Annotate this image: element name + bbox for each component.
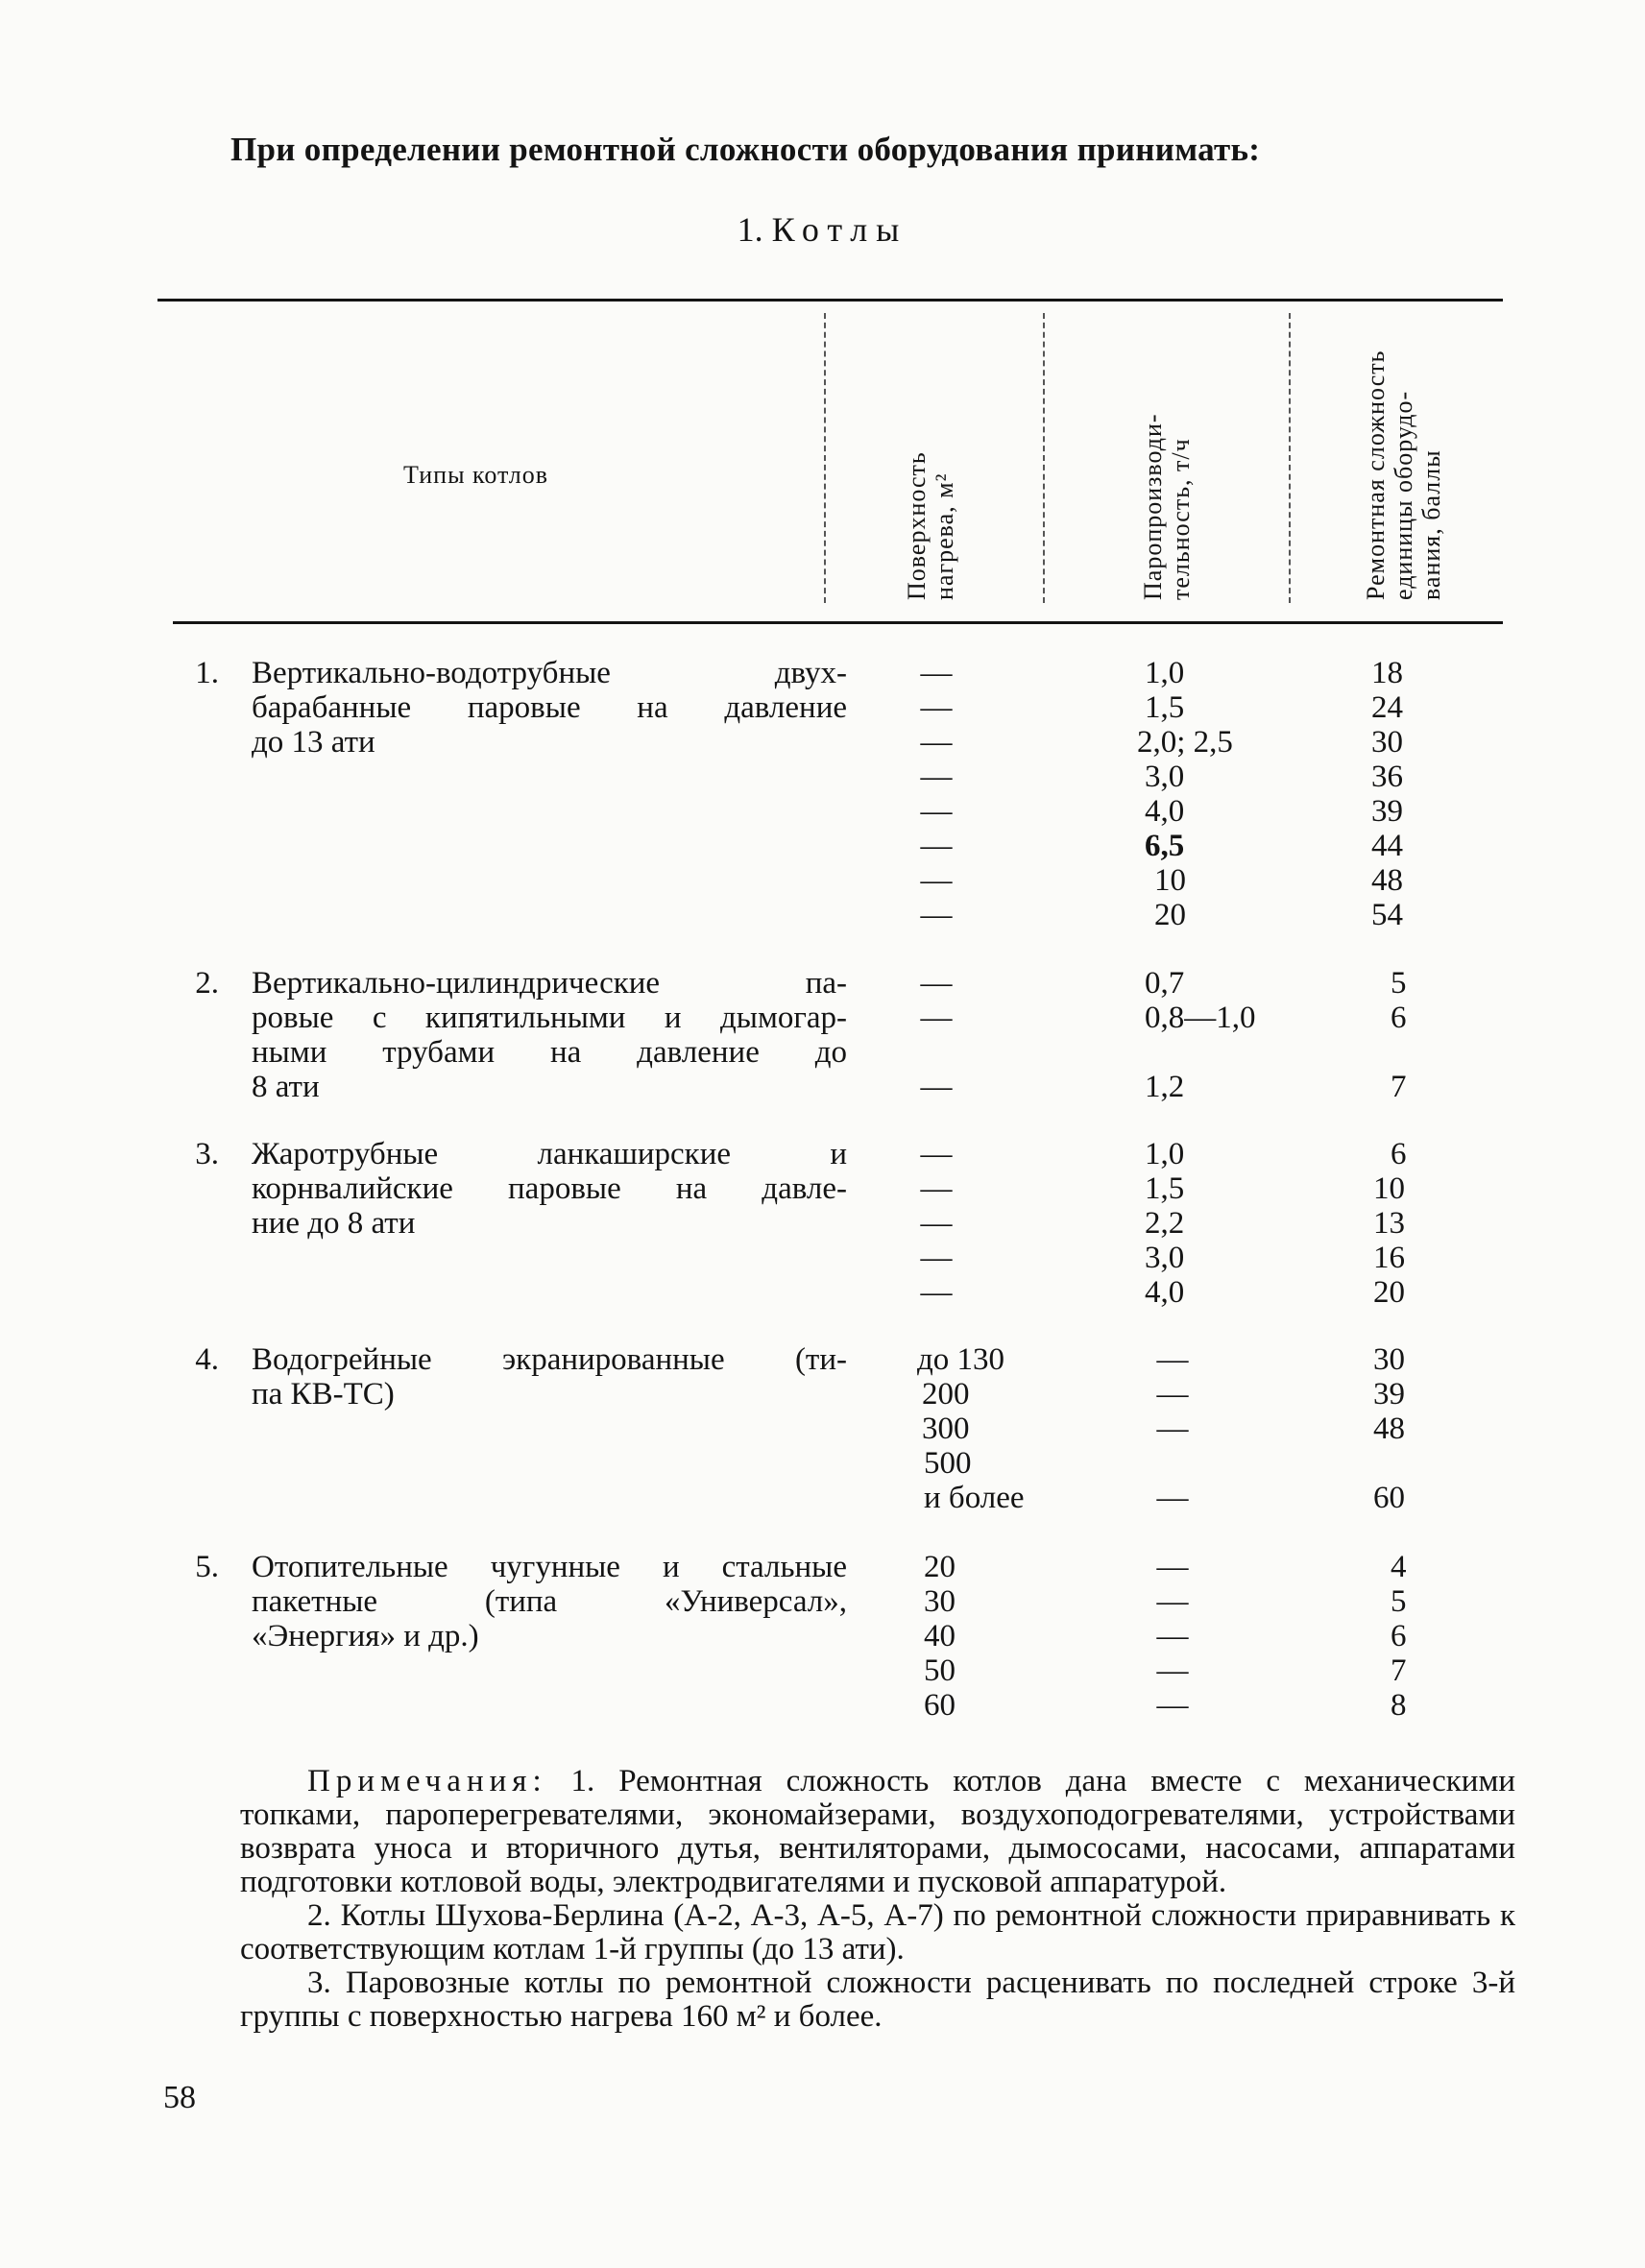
header-line: тельность, т/ч — [1167, 438, 1195, 600]
header-line: Поверхность — [903, 451, 931, 600]
steam-cell: 6,5 — [1145, 829, 1185, 863]
surface-cell: 60 — [924, 1688, 956, 1723]
steam-cell: — — [1156, 1619, 1189, 1653]
note-1-text: 1. Ремонтная сложность котлов дана вместе с механическими топками, пароперегревателями, экономайзерами, воздухоподогревателями, устройствами возврата уноса и вторичного дутья, вентиляторами, дымососами, насосами, аппаратами подготовки котловой воды, электродвигателями и пусковой аппаратурой. — [240, 1764, 1515, 1899]
note-3: 3. Паровозные котлы по ремонтной сложности расценивать по последней строке 3-й группы с поверхностью нагрева 160 м² и более. — [240, 1966, 1515, 2034]
steam-cell: 1,0 — [1145, 656, 1185, 690]
table-top-rule — [157, 299, 1503, 302]
surface-cell: — — [920, 1241, 953, 1275]
name-line: ровые с кипятильными и дымогар- — [252, 1001, 847, 1035]
surface-cell: до 130 — [917, 1342, 1005, 1377]
column-header-surface — [903, 451, 958, 600]
steam-cell: 1,0 — [1145, 1137, 1185, 1171]
steam-cell: 2,2 — [1145, 1206, 1185, 1241]
surface-cell: 40 — [924, 1619, 956, 1653]
steam-cell: 2,0; 2,5 — [1137, 725, 1233, 760]
steam-cell: — — [1156, 1342, 1189, 1377]
score-cell: 30 — [1371, 725, 1403, 760]
score-cell: 44 — [1371, 829, 1403, 863]
surface-cell: 50 — [924, 1653, 956, 1688]
score-cell: 13 — [1373, 1206, 1405, 1241]
steam-cell: — — [1156, 1653, 1189, 1688]
name-line: пакетные (типа «Универсал», — [252, 1584, 847, 1619]
group-number: 5. — [195, 1550, 219, 1584]
name-line: Жаротрубные ланкаширские и — [252, 1137, 847, 1171]
group-number: 2. — [195, 966, 219, 1001]
note-2: 2. Котлы Шухова-Берлина (А-2, А-3, А-5, А-7) по ремонтной сложности приравнивать к соответствующим котлам 1-й группы (до 13 ати). — [240, 1898, 1515, 1966]
steam-cell: 1,5 — [1145, 690, 1185, 725]
score-cell: 48 — [1371, 863, 1403, 898]
score-cell: 24 — [1371, 690, 1403, 725]
score-cell: 18 — [1371, 656, 1403, 690]
group-name — [252, 656, 847, 760]
name-line: Вертикально-водотрубные двух- — [252, 656, 847, 690]
score-cell: 6 — [1391, 1001, 1407, 1035]
surface-cell: — — [920, 690, 953, 725]
score-cell: 8 — [1391, 1688, 1407, 1723]
page-number: 58 — [163, 2080, 196, 2115]
steam-cell: — — [1156, 1411, 1189, 1446]
score-cell: 39 — [1373, 1377, 1405, 1411]
surface-cell: — — [920, 760, 953, 794]
steam-cell: 0,8—1,0 — [1145, 1001, 1256, 1035]
steam-cell: 3,0 — [1145, 760, 1185, 794]
score-cell: 5 — [1391, 1584, 1407, 1619]
name-line: Водогрейные экранированные (ти- — [252, 1342, 847, 1377]
score-cell: 39 — [1371, 794, 1403, 829]
score-cell: 10 — [1373, 1171, 1405, 1206]
score-cell: 6 — [1391, 1137, 1407, 1171]
surface-cell: 20 — [924, 1550, 956, 1584]
name-line: Вертикально-цилиндрические па- — [252, 966, 847, 1001]
name-line: па КВ-ТС) — [252, 1377, 395, 1411]
steam-cell: — — [1156, 1550, 1189, 1584]
header-line: единицы оборудо- — [1390, 390, 1417, 600]
surface-cell: 300 — [922, 1411, 970, 1446]
name-line: Отопительные чугунные и стальные — [252, 1550, 847, 1584]
steam-cell: — — [1156, 1584, 1189, 1619]
surface-cell: — — [920, 1206, 953, 1241]
group-number: 4. — [195, 1342, 219, 1377]
surface-cell: — — [920, 863, 953, 898]
name-line: ными трубами на давление до — [252, 1035, 847, 1070]
surface-cell: 30 — [924, 1584, 956, 1619]
name-line: ние до 8 ати — [252, 1206, 416, 1241]
section-title — [0, 209, 1645, 250]
group-name — [252, 1342, 847, 1411]
surface-cell: 500 — [924, 1446, 972, 1481]
steam-cell: — — [1156, 1377, 1189, 1411]
score-cell: 6 — [1391, 1619, 1407, 1653]
name-line: корнвалийские паровые на давле- — [252, 1171, 847, 1206]
score-cell: 60 — [1373, 1481, 1405, 1515]
score-cell: 30 — [1373, 1342, 1405, 1377]
steam-cell: 4,0 — [1145, 794, 1185, 829]
column-divider — [824, 313, 826, 603]
section-title-text: Котлы — [771, 210, 908, 249]
score-cell: 7 — [1391, 1070, 1407, 1104]
surface-cell: — — [920, 725, 953, 760]
steam-cell: 4,0 — [1145, 1275, 1185, 1310]
surface-cell: — — [920, 966, 953, 1001]
surface-cell: и более — [924, 1481, 1025, 1515]
name-line: 8 ати — [252, 1070, 320, 1104]
surface-cell: — — [920, 1171, 953, 1206]
group-number: 3. — [195, 1137, 219, 1171]
column-divider — [1289, 313, 1291, 603]
score-cell: 7 — [1391, 1653, 1407, 1688]
header-line: нагрева, м² — [931, 472, 958, 600]
note-1 — [240, 1765, 1515, 1899]
score-cell: 5 — [1391, 966, 1407, 1001]
surface-cell: — — [920, 1137, 953, 1171]
group-name — [252, 966, 847, 1104]
column-header-steam — [1139, 413, 1195, 600]
score-cell: 4 — [1391, 1550, 1407, 1584]
score-cell: 48 — [1373, 1411, 1405, 1446]
table-header-rule — [173, 621, 1503, 624]
steam-cell: 20 — [1154, 898, 1186, 932]
name-line: «Энергия» и др.) — [252, 1619, 479, 1653]
page-heading: При определении ремонтной сложности оборудования принимать: — [230, 131, 1261, 168]
steam-cell: 10 — [1154, 863, 1186, 898]
column-divider — [1043, 313, 1045, 603]
steam-cell: — — [1156, 1688, 1189, 1723]
group-name — [252, 1137, 847, 1241]
steam-cell: 0,7 — [1145, 966, 1185, 1001]
steam-cell: 1,5 — [1145, 1171, 1185, 1206]
steam-cell: 1,2 — [1145, 1070, 1185, 1104]
score-cell: 16 — [1373, 1241, 1405, 1275]
surface-cell: — — [920, 1070, 953, 1104]
surface-cell: — — [920, 794, 953, 829]
column-header-types: Типы котлов — [403, 461, 548, 489]
group-name — [252, 1550, 847, 1653]
surface-cell: — — [920, 829, 953, 863]
surface-cell: 200 — [922, 1377, 970, 1411]
surface-cell: — — [920, 1001, 953, 1035]
score-cell: 20 — [1373, 1275, 1405, 1310]
score-cell: 36 — [1371, 760, 1403, 794]
notes-block — [240, 1765, 1515, 2034]
group-number: 1. — [195, 656, 219, 690]
score-cell: 54 — [1371, 898, 1403, 932]
steam-cell: 3,0 — [1145, 1241, 1185, 1275]
header-line: Паропроизводи- — [1139, 413, 1167, 600]
surface-cell: — — [920, 898, 953, 932]
section-number: 1. — [737, 210, 763, 249]
steam-cell: — — [1156, 1481, 1189, 1515]
name-line: до 13 ати — [252, 725, 375, 760]
column-header-complexity — [1362, 350, 1445, 600]
surface-cell: — — [920, 656, 953, 690]
header-line: Ремонтная сложность — [1362, 350, 1390, 600]
surface-cell: — — [920, 1275, 953, 1310]
header-line: вания, баллы — [1417, 449, 1445, 600]
name-line: барабанные паровые на давление — [252, 690, 847, 725]
notes-label: Примечания: — [307, 1764, 547, 1798]
